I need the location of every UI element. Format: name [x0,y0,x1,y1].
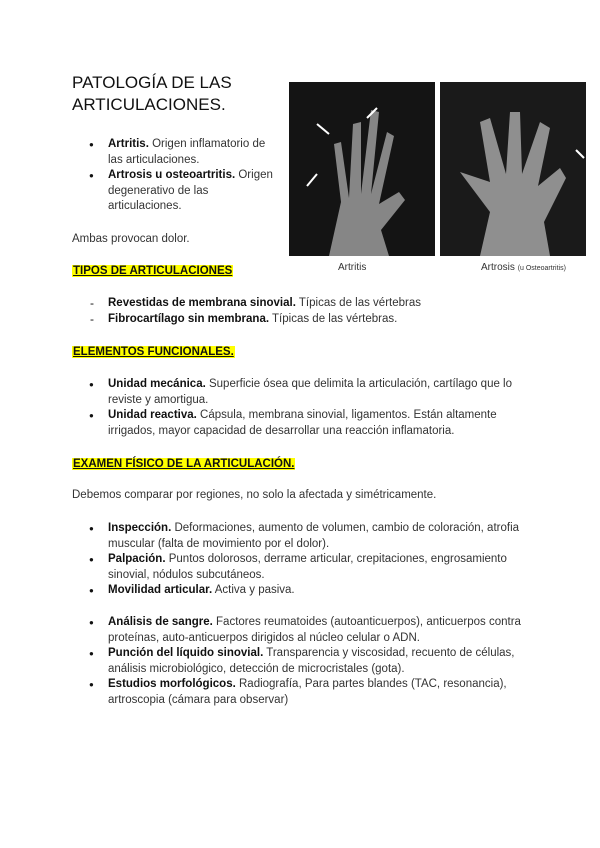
list-item: - Revestidas de membrana sinovial. Típicas de las vértebras [72,296,542,312]
section-heading-examen: EXAMEN FÍSICO DE LA ARTICULACIÓN. [73,458,295,470]
list-item: - Fibrocartílago sin membrana. Típicas de las vértebras. [72,312,542,328]
elementos-list [72,377,532,439]
list-item: ● Palpación. Puntos dolorosos, derrame articular, crepitaciones, engrosamiento sinovial, nódulos subcutáneos. [72,552,532,583]
list-item: ● Unidad reactiva. Cápsula, membrana sinovial, ligamentos. Están altamente irrigados, mayor capacidad de desarrollar una reacción inflamatoria. [72,408,532,439]
examen-list-a [72,521,532,599]
list-item: ● Artritis. Origen inflamatorio de las articulaciones. [72,137,282,168]
arthritis-xray-image [289,82,435,256]
page-title: PATOLOGÍA DE LAS ARTICULACIONES. [72,73,232,114]
intro-list [72,137,282,215]
list-item: ● Estudios morfológicos. Radiografía, Para partes blandes (TAC, resonancia), artroscopia (cámara para observar) [72,677,532,708]
arthritis-caption: Artritis [338,262,367,273]
examen-list-b [72,615,532,708]
list-item: ● Artrosis u osteoartritis. Origen degenerativo de las articulaciones. [72,168,282,215]
list-item: ● Unidad mecánica. Superficie ósea que delimita la articulación, cartílago que lo reviste y amortigua. [72,377,532,408]
examen-intro: Debemos comparar por regiones, no solo la afectada y simétricamente. [72,489,437,501]
list-item: ● Inspección. Deformaciones, aumento de volumen, cambio de coloración, atrofia muscular (falta de movimiento por el dolor). [72,521,532,552]
tipos-list [72,296,542,327]
section-heading-tipos: TIPOS DE ARTICULACIONES [73,265,233,277]
intro-note: Ambas provocan dolor. [72,233,190,245]
section-heading-elementos: ELEMENTOS FUNCIONALES. [73,346,234,358]
list-item: ● Análisis de sangre. Factores reumatoides (autoanticuerpos), anticuerpos contra proteínas, auto-anticuerpos dirigidos al núcleo celular o ADN. [72,615,532,646]
list-item: ● Punción del líquido sinovial. Transparencia y viscosidad, recuento de células, análisis microbiológico, detección de microcristales (gota). [72,646,532,677]
osteoarthritis-xray-image [440,82,586,256]
list-item: ● Movilidad articular. Activa y pasiva. [72,583,532,599]
osteoarthritis-caption: Artrosis (u Osteoartritis) [481,262,566,273]
